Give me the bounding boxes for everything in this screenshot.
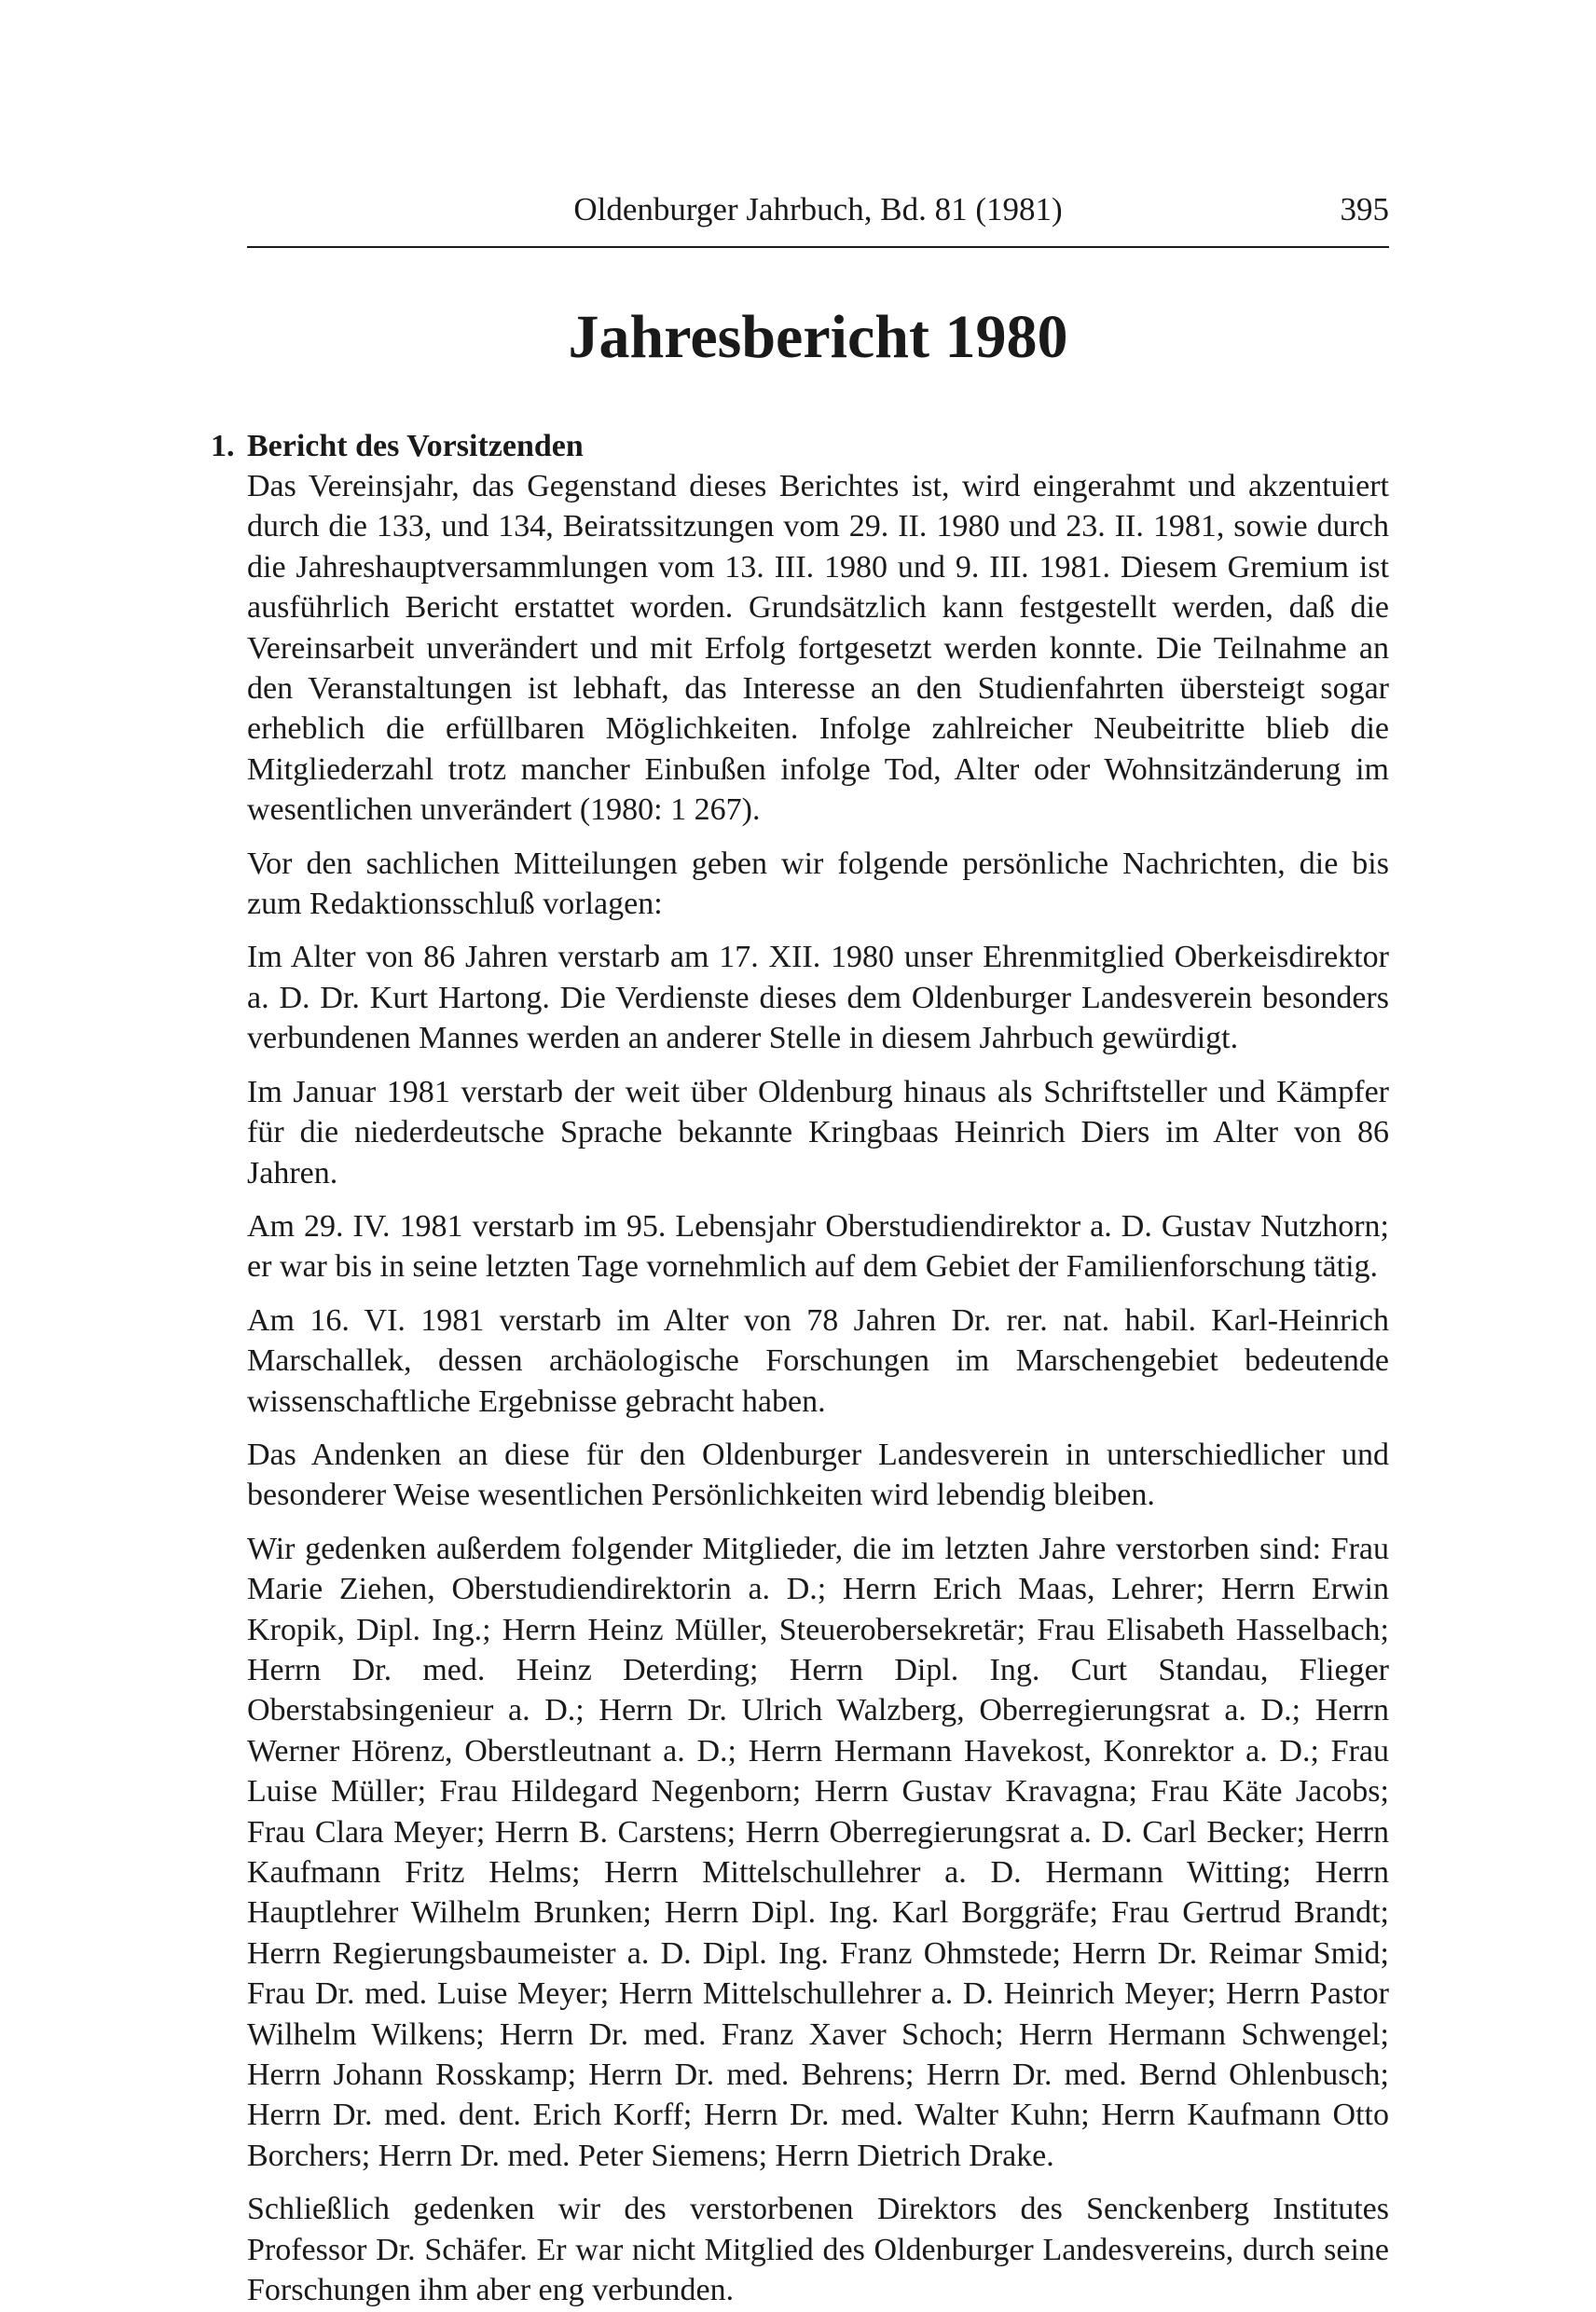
paragraph-marschallek: Am 16. VI. 1981 verstarb im Alter von 78 Jahren Dr. rer. nat. habil. Karl-Heinrich Marschallek, dessen archäologische Forschungen im Marschengebiet bedeutende wissenschaftliche Ergebnisse gebracht haben. [247, 1302, 1389, 1419]
section-title: Bericht des Vorsitzenden [247, 429, 584, 463]
document-page [211, 186, 1389, 2310]
section-number: 1. [211, 429, 235, 463]
paragraph-deceased-members: Wir gedenken außerdem folgender Mitglieder, die im letzten Jahre verstorben sind: Frau Marie Ziehen, Oberstudiendirektorin a. D.; Herrn Erich Maas, Lehrer; Herrn Erwin Kropik, Dipl. Ing.; Herrn Heinz Müller, Steuerobersekretär; Frau Elisabeth Hasselbach; Herrn Dr. med. Heinz Deterding; Herrn Dipl. Ing. Curt Standau, Flieger Oberstabsingenieur a. D.; Herrn Dr. Ulrich Walzberg, Oberregierungsrat a. D.; Herrn Werner Hörenz, Oberstleutnant a. D.; Herrn Hermann Havekost, Konrektor a. D.; Frau Luise Müller; Frau Hildegard Negenborn; Herrn Gustav Kravagna; Frau Käte Jacobs; Frau Clara Meyer; Herrn B. Carstens; Herrn Oberregierungsrat a. D. Carl Becker; Herrn Kaufmann Fritz Helms; Herrn Mittelschullehrer a. D. Hermann Witting; Herrn Hauptlehrer Wilhelm Brunken; Herrn Dipl. Ing. Karl Borggräfe; Frau Gertrud Brandt; Herrn Regierungsbaumeister a. D. Dipl. Ing. Franz Ohmstede; Herrn Dr. Reimar Smid; Frau Dr. med. Luise Meyer; Herrn Mittelschullehrer a. D. Heinrich Meyer; Herrn Pastor Wilhelm Wilkens; Herrn Dr. med. Franz Xaver Schoch; Herrn Hermann Schwengel; Herrn Johann Rosskamp; Herrn Dr. med. Behrens; Herrn Dr. med. Bernd Ohlenbusch; Herrn Dr. med. dent. Erich Korff; Herrn Dr. med. Walter Kuhn; Herrn Kaufmann Otto Borchers; Herrn Dr. med. Peter Siemens; Herrn Dietrich Drake. [247, 1531, 1389, 2173]
paragraph-hartong: Im Alter von 86 Jahren verstarb am 17. XII. 1980 unser Ehrenmitglied Oberkeisdirektor a. D. Dr. Kurt Hartong. Die Verdienste dieses dem Oldenburger Landesverein besonders verbundenen Mannes werden an anderer Stelle in diesem Jahrbuch gewürdigt. [247, 940, 1389, 1056]
section-heading [211, 426, 1389, 466]
journal-citation: Oldenburger Jahrbuch, Bd. 81 (1981) [573, 191, 1063, 227]
paragraph-overview: Das Vereinsjahr, das Gegenstand dieses Berichtes ist, wird eingerahmt und akzentuiert durch die 133, und 134, Beiratssitzungen vom 29. II. 1980 und 23. II. 1981, sowie durch die Jahreshauptversammlungen vom 13. III. 1980 und 9. III. 1981. Diesem Gremium ist ausführlich Bericht erstattet worden. Grundsätzlich kann festgestellt werden, daß die Vereinsarbeit unverändert und mit Erfolg fortgesetzt werden konnte. Die Teilnahme an den Veranstaltungen ist lebhaft, das Interesse an den Studienfahrten übersteigt sogar erheblich die erfüllbaren Möglichkeiten. Infolge zahlreicher Neubeitritte blieb die Mitgliederzahl trotz mancher Einbußen infolge Tod, Alter oder Wohnsitzänderung im wesentlichen unverändert (1980: 1 267). [247, 469, 1389, 828]
page-number: 395 [1340, 191, 1389, 227]
paragraph-remembrance: Das Andenken an diese für den Oldenburger Landesverein in unterschiedlicher und besonderer Weise wesentlichen Persönlichkeiten wird lebendig bleiben. [247, 1437, 1389, 1513]
header-rule [247, 246, 1389, 248]
running-header [247, 186, 1389, 233]
paragraph-diers: Im Januar 1981 verstarb der weit über Oldenburg hinaus als Schriftsteller und Kämpfer für die niederdeutsche Sprache bekannte Kringbaas Heinrich Diers im Alter von 86 Jahren. [247, 1074, 1389, 1190]
paragraph-personal-intro: Vor den sachlichen Mitteilungen geben wir folgende persönliche Nachrichten, die bis zum Redaktionsschluß vorlagen: [247, 846, 1389, 922]
paragraph-nutzhorn: Am 29. IV. 1981 verstarb im 95. Lebensjahr Oberstudiendirektor a. D. Gustav Nutzhorn; er war bis in seine letzten Tage vornehmlich auf dem Gebiet der Familienforschung tätig. [247, 1208, 1389, 1285]
page-title: Jahresbericht 1980 [568, 303, 1068, 371]
paragraph-schaefer: Schließlich gedenken wir des verstorbenen Direktors des Senckenberg Institutes Professor Dr. Schäfer. Er war nicht Mitglied des Oldenburger Landesvereins, durch seine Forschungen ihm aber eng verbunden. [247, 2192, 1389, 2308]
section-report [211, 426, 1389, 2310]
